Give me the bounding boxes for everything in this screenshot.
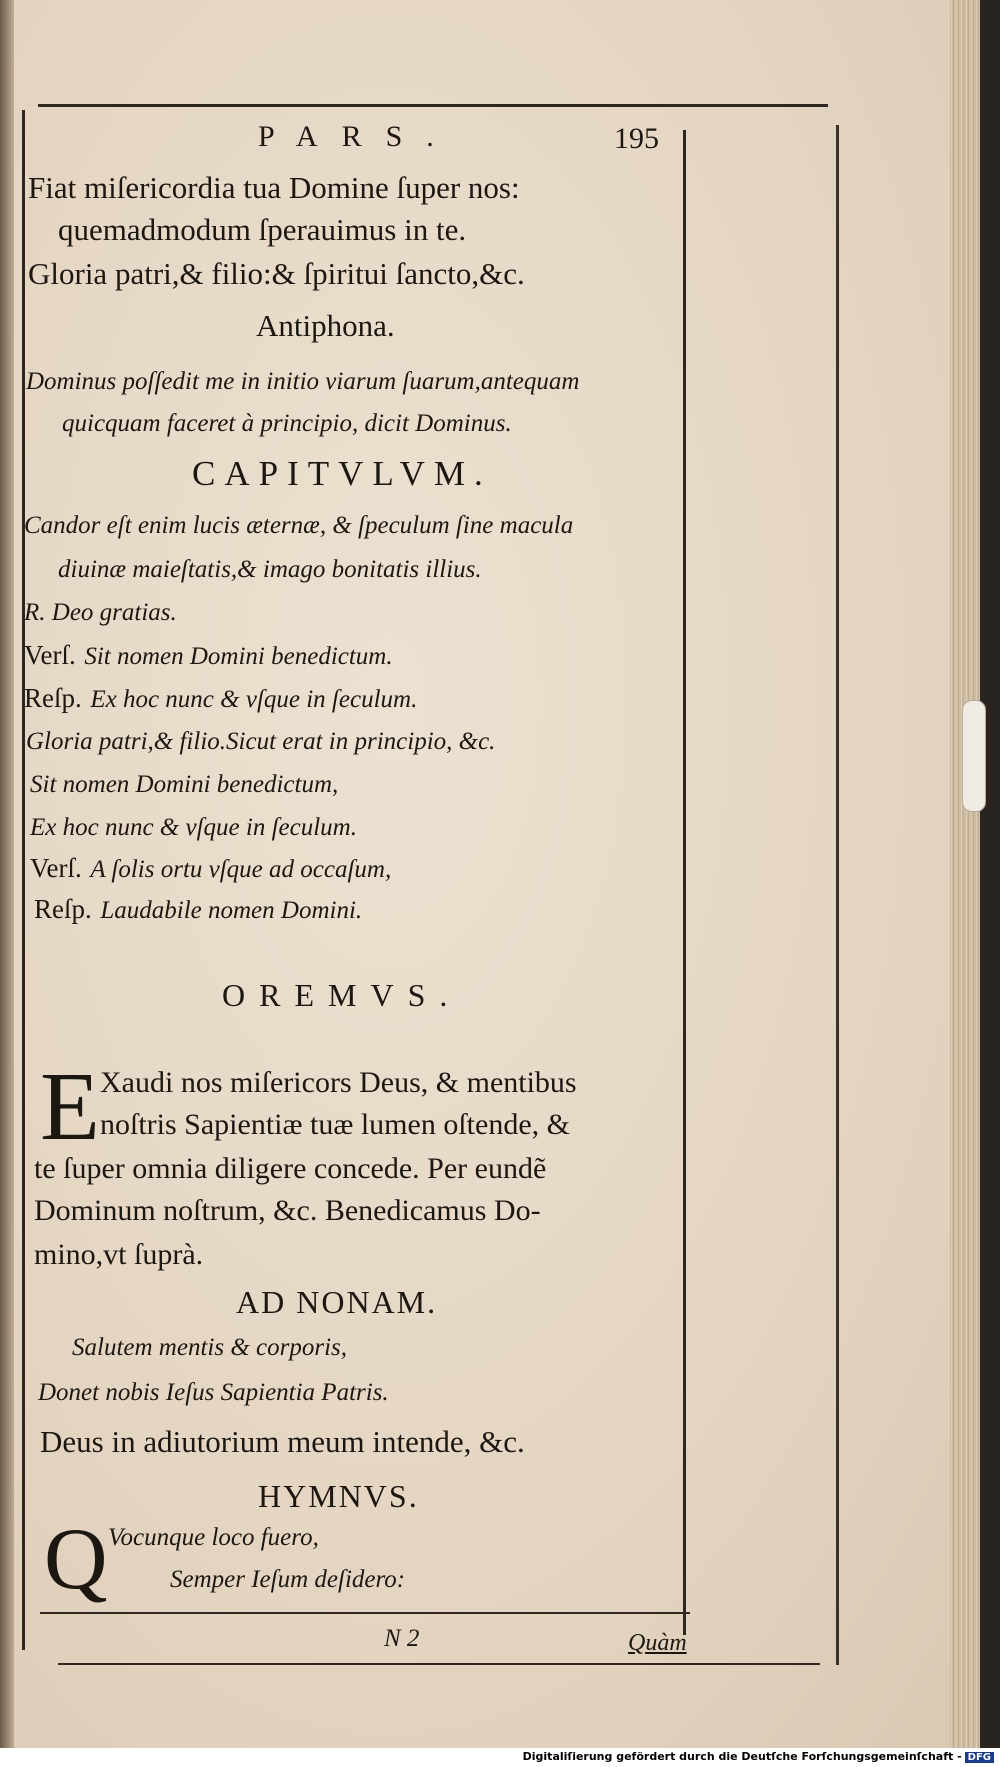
antiphona-heading: Antiphona. bbox=[256, 308, 395, 343]
text-line: Sit nomen Domini benedictum, bbox=[30, 771, 339, 798]
versicle-line bbox=[24, 640, 393, 671]
versicle-text: A ſolis ortu vſque ad occaſum, bbox=[90, 856, 392, 883]
versicle-text: Sit nomen Domini benedictum. bbox=[84, 643, 393, 670]
response-line bbox=[24, 683, 417, 714]
drop-cap-e: E bbox=[40, 1053, 100, 1161]
signature-mark: N 2 bbox=[384, 1625, 420, 1652]
text-line: R. Deo gratias. bbox=[24, 599, 177, 626]
text-line: Vocunque loco fuero, bbox=[108, 1524, 319, 1551]
page-tab bbox=[962, 700, 986, 812]
text-line: Fiat miſericordia tua Domine ſuper nos: bbox=[28, 170, 520, 205]
text-line: Xaudi nos miſericors Deus, & mentibus bbox=[100, 1066, 577, 1099]
digitization-note bbox=[523, 1750, 994, 1763]
hymnus-heading: HYMNVS. bbox=[258, 1478, 419, 1514]
digitization-note-text: Digitaliſierung gefördert durch die Deutſche Forſchungsgemeinſchaft - bbox=[522, 1750, 962, 1763]
text-line: Ex hoc nunc & vſque in ſeculum. bbox=[30, 814, 357, 841]
text-line: Salutem mentis & corporis, bbox=[72, 1334, 347, 1361]
book-spine bbox=[0, 0, 14, 1748]
ad-nonam-heading: AD NONAM. bbox=[236, 1284, 438, 1320]
text-block-rule bbox=[683, 130, 686, 1635]
versicle-label: Verſ. bbox=[30, 853, 82, 883]
text-line: Donet nobis Ieſus Sapientia Patris. bbox=[38, 1379, 389, 1406]
catchword: Quàm bbox=[628, 1630, 687, 1656]
text-line: noſtris Sapientiæ tuæ lumen oſtende, & bbox=[100, 1108, 570, 1141]
response-label: Reſp. bbox=[24, 683, 82, 713]
response-label: Reſp. bbox=[34, 894, 92, 924]
oremus-heading: OREMVS. bbox=[222, 977, 462, 1013]
text-line: Dominus poſſedit me in initio viarum ſuarum,antequam bbox=[26, 368, 580, 395]
running-title: PARS. bbox=[258, 120, 458, 153]
versicle-label: Verſ. bbox=[24, 640, 76, 670]
text-line: quicquam faceret à principio, dicit Dominus. bbox=[62, 410, 512, 437]
digitization-footer bbox=[0, 1748, 1000, 1767]
text-line: quemadmodum ſperauimus in te. bbox=[58, 212, 467, 247]
text-line: diuinæ maieſtatis,& imago bonitatis illius. bbox=[58, 556, 482, 583]
top-rule bbox=[38, 104, 828, 107]
dfg-logo: DFG bbox=[965, 1752, 994, 1763]
capitulum-heading: CAPITVLVM. bbox=[192, 454, 492, 493]
text-line: Gloria patri,& filio.Sicut erat in principio, &c. bbox=[26, 728, 496, 755]
page-number: 195 bbox=[614, 122, 659, 155]
page-edges bbox=[950, 0, 980, 1748]
response-line bbox=[34, 894, 362, 925]
text-line: Deus in adiutorium meum intende, &c. bbox=[40, 1424, 525, 1459]
response-text: Ex hoc nunc & vſque in ſeculum. bbox=[90, 686, 418, 713]
text-line: te ſuper omnia diligere concede. Per eundẽ bbox=[34, 1152, 547, 1185]
text-line: Candor eſt enim lucis æternæ, & ſpeculum ſine macula bbox=[24, 512, 574, 539]
bottom-outer-rule bbox=[58, 1663, 820, 1665]
bottom-rule bbox=[40, 1612, 690, 1614]
left-rule bbox=[22, 110, 25, 1650]
versicle-line bbox=[30, 853, 391, 884]
drop-cap-q: Q bbox=[44, 1511, 108, 1608]
text-line: Semper Ieſum deſidero: bbox=[170, 1566, 406, 1593]
response-text: Laudabile nomen Domini. bbox=[100, 897, 363, 924]
text-line: Gloria patri,& filio:& ſpiritui ſancto,&c. bbox=[28, 256, 525, 291]
text-line: Dominum noſtrum, &c. Benedicamus Do- bbox=[34, 1194, 541, 1227]
text-line: mino,vt ſuprà. bbox=[34, 1238, 204, 1271]
right-rule bbox=[836, 125, 839, 1665]
